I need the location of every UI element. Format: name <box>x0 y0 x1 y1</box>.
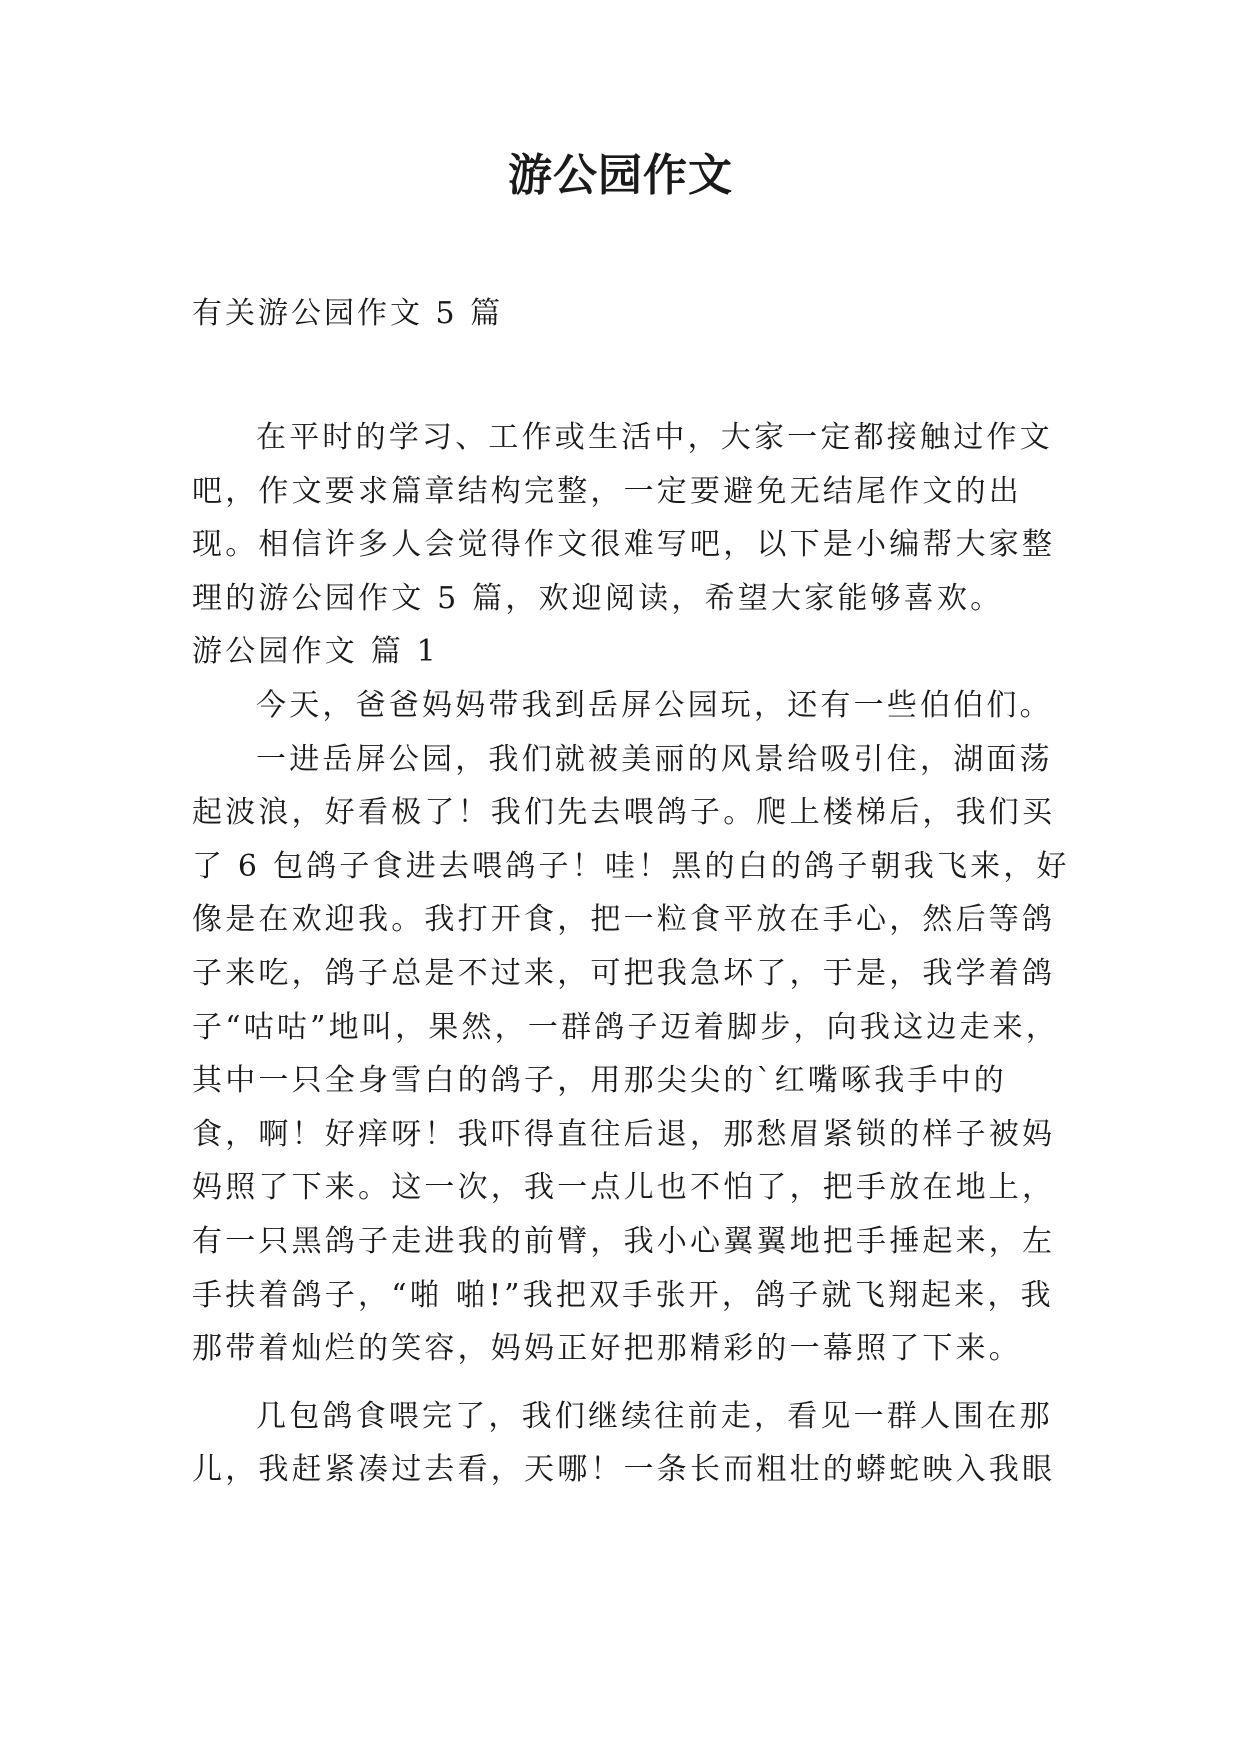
section-heading: 游公园作文 篇 1 <box>192 634 439 670</box>
document-title: 游公园作文 <box>508 150 733 201</box>
document-subtitle: 有关游公园作文 5 篇 <box>192 296 504 331</box>
essay-paragraph-2: 一进岳屏公园，我们就被美丽的风景给吸引住，湖面荡起波浪，好看极了！我们先去喂鸽子。爬上楼梯后，我们买了 6 包鸽子食进去喂鸽子！哇！黑的白的鸽子朝我飞来，好像是在欢迎我。我打开食，把一粒食平放在手心，然后等鸽子来吃，鸽子总是不过来，可把我急坏了，于是，我学着鸽子“咕咕”地叫，果然，一群鸽子迈着脚步，向我这边走来，其中一只全身雪白的鸽子，用那尖尖的`红嘴啄我手中的食，啊！好痒呀！我吓得直往后退，那愁眉紧锁的样子被妈妈照了下来。这一次，我一点儿也不怕了，把手放在地上，有一只黑鸽子走进我的前臂，我小心翼翼地把手捶起来，左手扶着鸽子，“啪 啪!”我把双手张开，鸽子就飞翔起来，我那带着灿烂的笑容，妈妈正好把那精彩的一幕照了下来。 <box>192 741 1070 1367</box>
intro-paragraph: 在平时的学习、工作或生活中，大家一定都接触过作文吧，作文要求篇章结构完整，一定要避免无结尾作文的出现。相信许多人会觉得作文很难写吧，以下是小编帮大家整理的游公园作文 5 篇，欢迎阅读，希望大家能够喜欢。 <box>192 420 1056 616</box>
document-body <box>192 411 1072 1497</box>
essay-paragraph-1: 今天，爸爸妈妈带我到岳屏公园玩，还有一些伯伯们。 <box>256 687 1053 723</box>
essay-paragraph-3: 几包鸽食喂完了，我们继续往前走，看见一群人围在那儿，我赶紧凑过去看，天哪！一条长而粗壮的蟒蛇映入我眼 <box>192 1398 1056 1488</box>
